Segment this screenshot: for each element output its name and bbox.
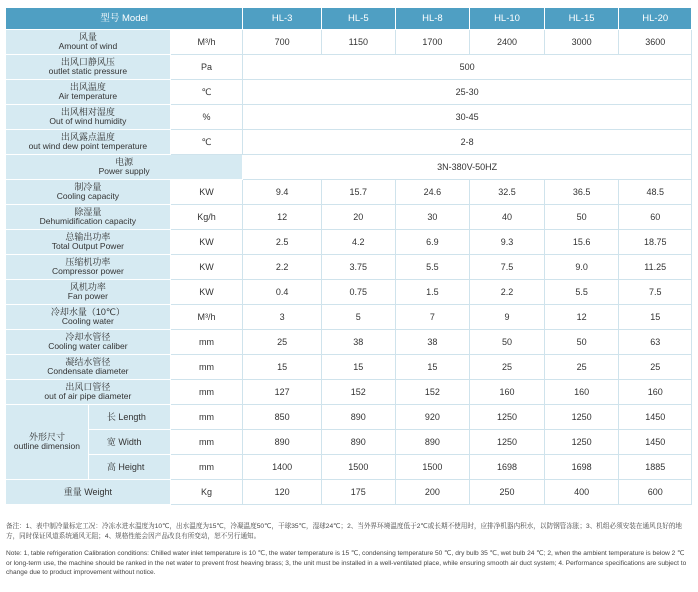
- unit-cell: KW: [171, 180, 244, 205]
- label-zh: 电源: [115, 157, 134, 167]
- value-cell: 32.5: [470, 180, 545, 205]
- row-label: [6, 205, 171, 230]
- value-cell: 160: [619, 380, 692, 405]
- row-label: [6, 305, 171, 330]
- model-hl-3: HL-3: [243, 8, 322, 30]
- merged-value-cell: 500: [243, 55, 692, 80]
- table-row: [6, 30, 692, 55]
- row-label: [6, 30, 171, 55]
- unit-cell: ℃: [171, 80, 244, 105]
- value-cell: 2.2: [243, 255, 322, 280]
- value-cell: 12: [545, 305, 620, 330]
- table-row: [6, 280, 692, 305]
- value-cell: 1698: [545, 455, 620, 480]
- value-cell: 18.75: [619, 230, 692, 255]
- label-en: Dehumidification capacity: [39, 216, 137, 226]
- value-cell: 3.75: [322, 255, 396, 280]
- spec-table: [6, 8, 692, 505]
- value-cell: 9: [470, 305, 545, 330]
- value-cell: 7.5: [470, 255, 545, 280]
- value-cell: 25: [470, 355, 545, 380]
- unit-cell: Pa: [171, 55, 244, 80]
- table-row: [6, 105, 692, 130]
- label-zh: 出风相对湿度: [60, 107, 115, 117]
- value-cell: 48.5: [619, 180, 692, 205]
- label-zh: 出风温度: [69, 82, 106, 92]
- label-en: Cooling water: [61, 316, 114, 326]
- table-row: [6, 455, 692, 480]
- label-zh: 总输出功率: [65, 232, 111, 242]
- model-hl-20: HL-20: [619, 8, 692, 30]
- value-cell: 200: [396, 480, 471, 505]
- value-cell: 1698: [470, 455, 545, 480]
- model-hl-8: HL-8: [396, 8, 471, 30]
- value-cell: 25: [243, 330, 322, 355]
- value-cell: 25: [545, 355, 620, 380]
- value-cell: 890: [396, 430, 471, 455]
- value-cell: 5.5: [396, 255, 471, 280]
- model-hl-5: HL-5: [322, 8, 396, 30]
- value-cell: 890: [243, 430, 322, 455]
- value-cell: 12: [243, 205, 322, 230]
- value-cell: 9.0: [545, 255, 620, 280]
- value-cell: 5: [322, 305, 396, 330]
- row-label: [6, 230, 171, 255]
- model-hl-10: HL-10: [470, 8, 545, 30]
- table-row: [6, 55, 692, 80]
- value-cell: 1.5: [396, 280, 471, 305]
- value-cell: 0.75: [322, 280, 396, 305]
- row-label: [6, 380, 171, 405]
- value-cell: 127: [243, 380, 322, 405]
- label-zh: 出风口管径: [65, 382, 111, 392]
- unit-cell: Kg/h: [171, 205, 244, 230]
- unit-cell: Kg: [171, 480, 244, 505]
- weight-label: 重量 Weight: [6, 480, 171, 505]
- unit-cell: M³/h: [171, 30, 244, 55]
- table-row: [6, 255, 692, 280]
- value-cell: 175: [322, 480, 396, 505]
- table-row: [6, 205, 692, 230]
- label-en: Cooling capacity: [56, 191, 120, 201]
- value-cell: 1250: [470, 405, 545, 430]
- value-cell: 15: [396, 355, 471, 380]
- spec-body: [6, 30, 692, 505]
- unit-cell: mm: [171, 405, 244, 430]
- value-cell: 1250: [545, 405, 620, 430]
- row-label: [6, 80, 171, 105]
- value-cell: 3: [243, 305, 322, 330]
- notes-chinese: 备注：1、表中制冷量标定工况：冷冻水进水温度为10℃，出水温度为15℃，冷凝温度50℃，干球35℃，湿球24℃；2、当外界环境温度低于2℃或长期不使用时，应排净机器内积水，以防钢管冻胀；3、机组必须安装在通风良好的地方，同时保证风道系统通风无阻；4、规格性能会因产品改良有所变动，恕不另行通知。: [6, 523, 683, 540]
- value-cell: 4.2: [322, 230, 396, 255]
- label-en: Condensate diameter: [47, 366, 129, 376]
- unit-cell: KW: [171, 230, 244, 255]
- table-row: [6, 130, 692, 155]
- label-en: Fan power: [67, 291, 108, 301]
- value-cell: 30: [396, 205, 471, 230]
- value-cell: 160: [470, 380, 545, 405]
- unit-cell: mm: [171, 430, 244, 455]
- label-zh: 凝结水管径: [65, 357, 111, 367]
- label-en: Compressor power: [51, 266, 124, 276]
- label-zh: 出风露点温度: [60, 132, 115, 142]
- value-cell: 7: [396, 305, 471, 330]
- label-en: out of air pipe diameter: [44, 391, 132, 401]
- row-label: [6, 130, 171, 155]
- value-cell: 6.9: [396, 230, 471, 255]
- unit-cell: KW: [171, 280, 244, 305]
- dimension-sub-label: 宽 Width: [89, 430, 171, 455]
- row-label: [6, 405, 89, 480]
- unit-cell: mm: [171, 455, 244, 480]
- row-label: [6, 55, 171, 80]
- value-cell: 38: [322, 330, 396, 355]
- value-cell: 1250: [470, 430, 545, 455]
- table-row: [6, 405, 692, 430]
- table-row: [6, 180, 692, 205]
- value-cell: 152: [322, 380, 396, 405]
- value-cell: 50: [545, 330, 620, 355]
- unit-cell: mm: [171, 355, 244, 380]
- dimension-sub-label: 长 Length: [89, 405, 171, 430]
- dimension-sub-label: 高 Height: [89, 455, 171, 480]
- value-cell: 2.5: [243, 230, 322, 255]
- label-zh: 压缩机功率: [65, 257, 111, 267]
- value-cell: 5.5: [545, 280, 620, 305]
- value-cell: 160: [545, 380, 620, 405]
- label-en: outlet static pressure: [48, 66, 128, 76]
- value-cell: 9.4: [243, 180, 322, 205]
- label-en: Out of wind humidity: [49, 116, 127, 126]
- label-en: Amount of wind: [58, 41, 118, 51]
- value-cell: 1150: [322, 30, 396, 55]
- unit-cell: mm: [171, 330, 244, 355]
- value-cell: 15: [243, 355, 322, 380]
- value-cell: 50: [470, 330, 545, 355]
- merged-value-cell: 25-30: [243, 80, 692, 105]
- value-cell: 15.7: [322, 180, 396, 205]
- value-cell: 15: [322, 355, 396, 380]
- value-cell: 890: [322, 430, 396, 455]
- value-cell: 120: [243, 480, 322, 505]
- value-cell: 700: [243, 30, 322, 55]
- value-cell: 1450: [619, 430, 692, 455]
- unit-cell: mm: [171, 380, 244, 405]
- label-zh: 外形尺寸: [28, 432, 65, 442]
- table-row: [6, 305, 692, 330]
- value-cell: 1400: [243, 455, 322, 480]
- value-cell: 36.5: [545, 180, 620, 205]
- row-label: [6, 180, 171, 205]
- row-label: [6, 280, 171, 305]
- header-row: [6, 8, 692, 30]
- value-cell: 0.4: [243, 280, 322, 305]
- value-cell: 1250: [545, 430, 620, 455]
- value-cell: 400: [545, 480, 620, 505]
- row-label: [6, 255, 171, 280]
- value-cell: 1450: [619, 405, 692, 430]
- table-row: [6, 155, 692, 180]
- value-cell: 11.25: [619, 255, 692, 280]
- row-label: [6, 330, 171, 355]
- table-row: [6, 80, 692, 105]
- value-cell: 15.6: [545, 230, 620, 255]
- model-hl-15: HL-15: [545, 8, 620, 30]
- value-cell: 1500: [396, 455, 471, 480]
- unit-cell: %: [171, 105, 244, 130]
- unit-cell: ℃: [171, 130, 244, 155]
- value-cell: 2.2: [470, 280, 545, 305]
- value-cell: 850: [243, 405, 322, 430]
- value-cell: 7.5: [619, 280, 692, 305]
- label-zh: 制冷量: [74, 182, 102, 192]
- merged-value-cell: 2-8: [243, 130, 692, 155]
- label-zh: 冷却水管径: [65, 332, 111, 342]
- model-label: 型号 Model: [6, 8, 243, 30]
- row-label: [6, 105, 171, 130]
- value-cell: 250: [470, 480, 545, 505]
- value-cell: 20: [322, 205, 396, 230]
- label-zh: 出风口静风压: [60, 57, 115, 67]
- value-cell: 60: [619, 205, 692, 230]
- label-en: Power supply: [98, 166, 150, 176]
- value-cell: 1700: [396, 30, 471, 55]
- weight-row: [6, 480, 692, 505]
- label-en: Air temperature: [58, 91, 118, 101]
- value-cell: 15: [619, 305, 692, 330]
- row-label: [6, 155, 243, 180]
- unit-cell: M³/h: [171, 305, 244, 330]
- label-zh: 除湿量: [74, 207, 102, 217]
- row-label: [6, 355, 171, 380]
- table-row: [6, 380, 692, 405]
- label-en: outline dimension: [13, 441, 81, 451]
- value-cell: 3000: [545, 30, 620, 55]
- table-row: [6, 355, 692, 380]
- label-en: Total Output Power: [51, 241, 125, 251]
- label-zh: 风量: [78, 32, 97, 42]
- value-cell: 50: [545, 205, 620, 230]
- table-row: [6, 430, 692, 455]
- value-cell: 600: [619, 480, 692, 505]
- value-cell: 63: [619, 330, 692, 355]
- value-cell: 38: [396, 330, 471, 355]
- value-cell: 152: [396, 380, 471, 405]
- notes-english: Note: 1, table refrigeration Calibration conditions: Chilled water inlet temperature is 10 ℃, the water temperature is 15 ℃, condensing temperature 50 ℃, dry bulb 35 ℃, wet bulb 24 ℃; 2, when the ambient temperature is below 2 ℃ or long-term use, the machine should be ranked in the net water to prevent frost heaving brass; 3, the unit must be installed in a well-ventilated place, while ensuring smooth air duct system; 4. Performance specifications are subject to change due to product improvement without notice.: [6, 550, 687, 577]
- label-zh: 冷却水量（10℃）: [50, 307, 125, 317]
- merged-value-cell: 3N-380V-50HZ: [243, 155, 692, 180]
- label-en: Cooling water caliber: [48, 341, 128, 351]
- value-cell: 25: [619, 355, 692, 380]
- table-row: [6, 230, 692, 255]
- value-cell: 9.3: [470, 230, 545, 255]
- value-cell: 1500: [322, 455, 396, 480]
- value-cell: 40: [470, 205, 545, 230]
- label-en: out wind dew point temperature: [28, 141, 148, 151]
- value-cell: 24.6: [396, 180, 471, 205]
- value-cell: 1885: [619, 455, 692, 480]
- value-cell: 890: [322, 405, 396, 430]
- unit-cell: KW: [171, 255, 244, 280]
- value-cell: 920: [396, 405, 471, 430]
- value-cell: 2400: [470, 30, 545, 55]
- label-zh: 风机功率: [69, 282, 106, 292]
- merged-value-cell: 30-45: [243, 105, 692, 130]
- table-row: [6, 330, 692, 355]
- value-cell: 3600: [619, 30, 692, 55]
